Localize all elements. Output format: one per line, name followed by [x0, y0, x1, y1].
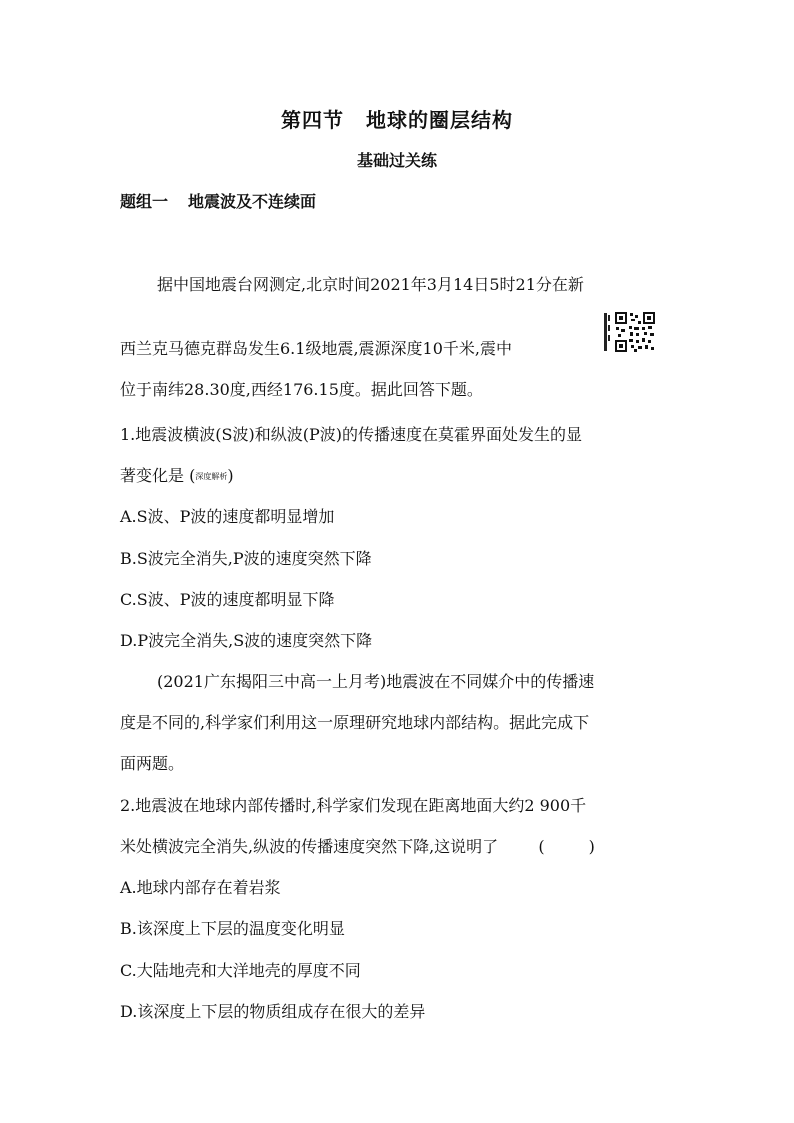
- q2-stem-text: 米处横波完全消失,纵波的传播速度突然下降,这说明了: [120, 837, 499, 856]
- passage2-line3: 面两题。: [120, 754, 185, 773]
- q1-option-b: B.S波完全消失,P波的速度突然下降: [120, 549, 372, 568]
- answer-paren-close: ): [588, 837, 595, 856]
- group-topic: 地震波及不连续面: [188, 192, 317, 211]
- passage1-line3: 位于南纬28.30度,西经176.15度。据此回答下题。: [120, 380, 483, 399]
- answer-paren-open: (: [538, 837, 545, 856]
- q1-option-d: D.P波完全消失,S波的速度突然下降: [120, 631, 373, 650]
- section-title: [0, 104, 794, 133]
- passage2-line2: 度是不同的,科学家们利用这一原理研究地球内部结构。据此完成下: [120, 713, 590, 732]
- q1-option-c: C.S波、P波的速度都明显下降: [120, 590, 335, 609]
- q1-stem-line2: [120, 463, 234, 486]
- q2-option-a: A.地球内部存在着岩浆: [120, 878, 281, 897]
- q2-stem-line2: [120, 834, 595, 857]
- q1-option-a: A.S波、P波的速度都明显增加: [120, 507, 335, 526]
- q1-stem-line1: 1.地震波横波(S波)和纵波(P波)的传播速度在莫霍界面处发生的显: [120, 425, 582, 444]
- passage1-line2: 西兰克马德克群岛发生6.1级地震,震源深度10千米,震中: [120, 339, 512, 358]
- q2-option-d: D.该深度上下层的物质组成存在很大的差异: [120, 1002, 426, 1021]
- question-group-heading: [120, 189, 316, 212]
- section-number: 第四节: [281, 108, 344, 132]
- q1-tag: (深度解析): [189, 466, 234, 485]
- section-name: 地球的圈层结构: [366, 108, 513, 132]
- q2-stem-line1: 2.地震波在地球内部传播时,科学家们发现在距离地面大约2 900千: [120, 796, 587, 815]
- q1-stem-text: 著变化是: [120, 466, 185, 485]
- passage2-line1: (2021广东揭阳三中高一上月考)地震波在不同媒介中的传播速: [157, 672, 595, 691]
- q2-option-c: C.大陆地壳和大洋地壳的厚度不同: [120, 961, 361, 980]
- passage1-line1: 据中国地震台网测定,北京时间2021年3月14日5时21分在新: [157, 275, 584, 294]
- qr-code-icon[interactable]: [604, 311, 656, 353]
- group-number: 题组一: [120, 192, 169, 211]
- exercise-heading: 基础过关练: [356, 151, 437, 170]
- q2-option-b: B.该深度上下层的温度变化明显: [120, 919, 345, 938]
- deep-analysis-tag: 深度解析: [195, 472, 228, 481]
